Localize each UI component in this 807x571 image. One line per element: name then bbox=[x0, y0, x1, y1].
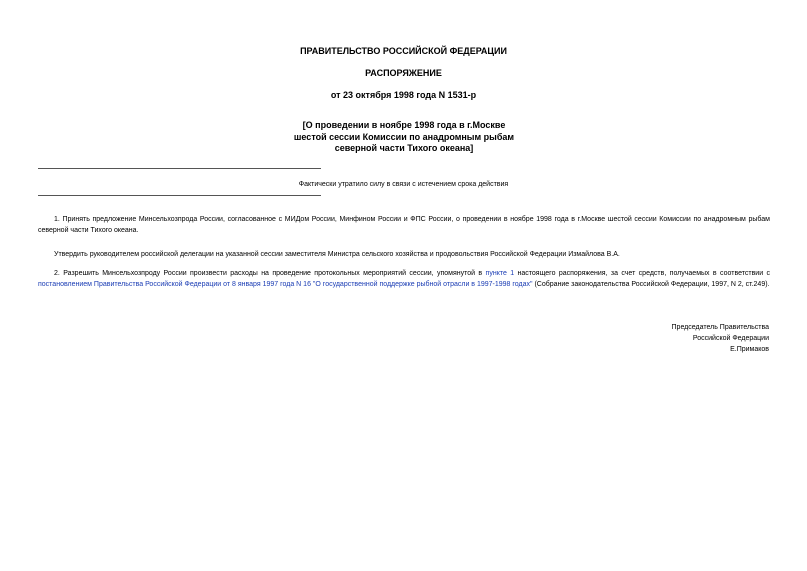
paragraph-2: Утвердить руководителем российской делегации на указанной сессии заместителя Министра сельского хозяйства и продовольствия Российской Федерации Измайлова В.А. bbox=[54, 251, 620, 258]
divider-bottom bbox=[38, 195, 321, 196]
signature-position: Российской Федерации bbox=[692, 335, 769, 342]
document-title bbox=[246, 120, 562, 155]
title-line: шестой сессии Комиссии по анадромным рыбам bbox=[293, 131, 515, 142]
paragraph-3-text: (Собрание законодательства Российской Федерации, 1997, N 2, ст.249). bbox=[532, 281, 770, 288]
signature-position: Председатель Правительства bbox=[671, 324, 769, 331]
doc-type-heading: РАСПОРЯЖЕНИЕ bbox=[365, 68, 442, 78]
link-clause-1[interactable]: пункте 1 bbox=[485, 270, 515, 277]
issuer-heading: ПРАВИТЕЛЬСТВО РОССИЙСКОЙ ФЕДЕРАЦИИ bbox=[300, 46, 507, 56]
paragraph-3-text: 2. Разрешить Минсельхозпроду России произвести расходы на проведение протокольных мероприятий сессии, упомянутой в bbox=[54, 270, 486, 277]
divider-top bbox=[38, 168, 321, 169]
signature-block bbox=[569, 322, 769, 355]
signature-name: Е.Примаков bbox=[730, 346, 769, 353]
link-resolution-16[interactable]: постановлением Правительства Российской Федерации от 8 января 1997 года N 16 "О государственной поддержке рыбной отрасли в 1997-1998 годах" bbox=[38, 281, 533, 288]
title-line: [О проведении в ноябре 1998 года в г.Москве bbox=[302, 120, 506, 130]
paragraph-3-text: настоящего распоряжения, за счет средств, получаемых в соответствии с bbox=[514, 270, 770, 277]
paragraph-3 bbox=[38, 268, 770, 290]
paragraph-1: 1. Принять предложение Минсельхозпрода России, согласованное с МИДом России, Минфином России и ФПС России, о проведении в ноябре 1998 года в г.Москве шестой сессии Комиссии по анадромным рыбам северной части Тихого океана. bbox=[38, 216, 770, 234]
date-number-heading: от 23 октября 1998 года N 1531-р bbox=[330, 90, 477, 100]
status-note: Фактически утратило силу в связи с истечением срока действия bbox=[298, 181, 509, 188]
title-line: северной части Тихого океана] bbox=[334, 143, 474, 153]
